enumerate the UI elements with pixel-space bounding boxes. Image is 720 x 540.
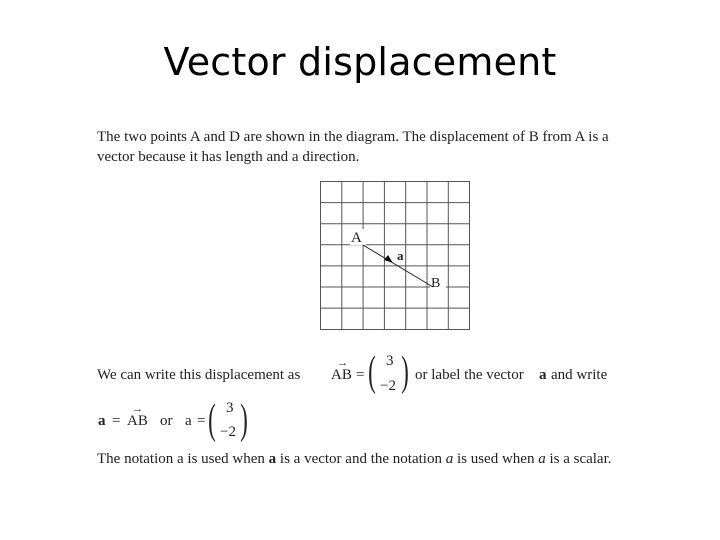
notation-bold-a: a <box>268 451 277 467</box>
ab-vector-name: AB <box>331 367 352 383</box>
eq-left-paren-icon: ( <box>208 397 216 443</box>
notation-part-5: is a scalar. <box>549 451 612 467</box>
intro-line-1: The two points A and D are shown in the diagram. The displacement of B from A is a <box>97 129 609 145</box>
notation-paragraph <box>97 449 697 469</box>
write-lead-text: We can write this displacement as <box>97 367 301 383</box>
eq-or: or <box>160 413 173 429</box>
vector-arrowhead <box>384 255 393 263</box>
notation-italic-a: a <box>445 451 454 467</box>
eq-equals: = <box>112 413 121 429</box>
grid-svg <box>320 181 472 331</box>
intro-paragraph <box>97 127 677 167</box>
eq-bold-a: a <box>98 413 106 429</box>
write-tail-bold-a: a <box>539 367 547 383</box>
ab-equals: = <box>356 367 365 383</box>
intro-line-2: vector because it has length and a direction. <box>97 149 360 165</box>
displacement-diagram <box>320 181 472 336</box>
notation-part-3: is a vector and the notation <box>279 451 442 467</box>
vector-label: a <box>397 248 404 263</box>
write-displacement-line <box>97 351 697 401</box>
point-b-label: B <box>431 276 441 291</box>
write-tail-end: and write <box>551 367 608 383</box>
eq-ab-arrow-icon: → <box>132 403 143 415</box>
right-paren-icon: ) <box>401 349 409 395</box>
equation-line <box>97 399 697 445</box>
eq-ab: AB <box>127 413 148 429</box>
ab-arrow-icon: → <box>337 357 348 369</box>
notation-part-4: is used when <box>456 451 535 467</box>
write-tail-plain: or label the vector <box>415 367 524 383</box>
notation-plain-a: a <box>176 451 184 467</box>
grid-lines <box>321 182 470 330</box>
eq-right-paren-icon: ) <box>240 397 248 443</box>
left-paren-icon: ( <box>368 349 376 395</box>
notation-italic-a-2: a <box>538 451 546 467</box>
notation-part-1: The notation <box>97 451 174 467</box>
point-a-label: A <box>351 230 362 246</box>
eq-column-bottom: −2 <box>220 424 236 440</box>
eq-a2: a <box>185 413 192 429</box>
column-top-value: 3 <box>386 353 394 369</box>
notation-part-2: is used when <box>187 451 265 467</box>
column-bottom-value: −2 <box>380 378 396 394</box>
slide-title: Vector displacement <box>163 40 557 84</box>
eq-equals2: = <box>197 413 206 429</box>
eq-column-top: 3 <box>226 400 234 416</box>
